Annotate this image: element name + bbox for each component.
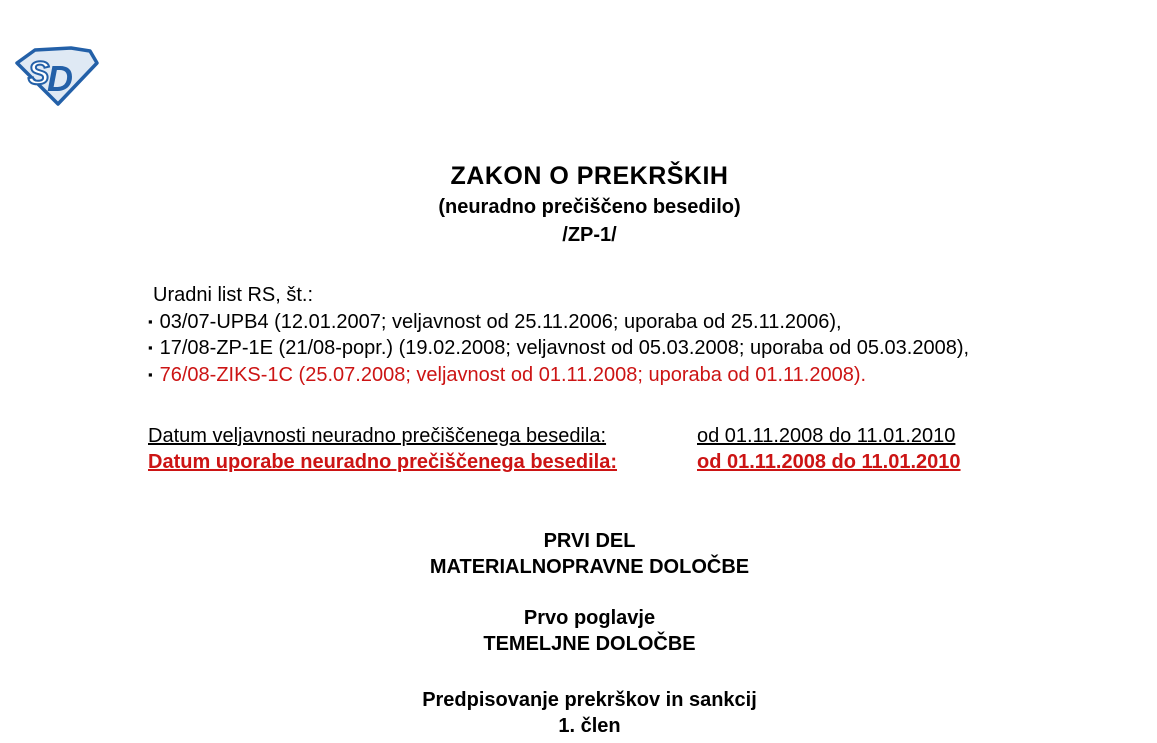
part-subtitle: MATERIALNOPRAVNE DOLOČBE [429, 555, 750, 578]
gazette-item [137, 309, 1042, 336]
logo-letter-s: S [28, 55, 50, 91]
square-bullet-icon: ▪ [148, 366, 153, 382]
title-block [137, 160, 1042, 249]
sd-shield-logo-icon [14, 46, 100, 106]
article-topic: Predpisovanje prekrškov in sankcij [422, 689, 757, 711]
gazette-item-text: 03/07-UPB4 (12.01.2007; veljavnost od 25.11.2006; uporaba od 25.11.2006), [159, 310, 842, 333]
validity-label: Datum uporabe neuradno prečiščenega besedila: [148, 450, 618, 473]
validity-value: od 01.11.2008 do 11.01.2010 [697, 425, 956, 447]
square-bullet-icon: ▪ [148, 313, 153, 329]
validity-label: Datum veljavnosti neuradno prečiščenega besedila: [148, 425, 607, 447]
document-subtitle: (neuradno prečiščeno besedilo) [438, 196, 741, 218]
gazette-item-text: 76/08-ZIKS-1C (25.07.2008; veljavnost od 01.11.2008; uporaba od 01.11.2008). [159, 363, 867, 386]
gazette-intro: Uradni list RS, št.: [153, 284, 314, 306]
validity-row [137, 424, 1042, 450]
validity-value: od 01.11.2008 do 11.01.2010 [697, 450, 961, 473]
part-title: PRVI DEL [543, 530, 636, 552]
chapter-subtitle: TEMELJNE DOLOČBE [483, 632, 696, 655]
gazette-item-text: 17/08-ZP-1E (21/08-popr.) (19.02.2008; veljavnost od 05.03.2008; uporaba od 05.03.2008), [159, 337, 970, 359]
gazette-list [137, 283, 1042, 388]
gazette-item [137, 335, 1042, 362]
validity-row [137, 450, 1042, 476]
gazette-item [137, 362, 1042, 389]
section-chapter-heading [137, 606, 1042, 657]
validity-block [137, 424, 1042, 475]
document-title: ZAKON O PREKRŠKIH [450, 162, 729, 190]
logo-letter-d: D [47, 58, 73, 99]
square-bullet-icon: ▪ [148, 340, 153, 355]
chapter-title: Prvo poglavje [523, 607, 656, 629]
article-number: 1. člen [558, 714, 621, 737]
section-article-heading [137, 688, 1042, 739]
document-content [137, 0, 1042, 743]
sd-shield-icon [14, 46, 100, 106]
section-part-heading [137, 529, 1042, 580]
document-code: /ZP-1/ [562, 224, 617, 246]
